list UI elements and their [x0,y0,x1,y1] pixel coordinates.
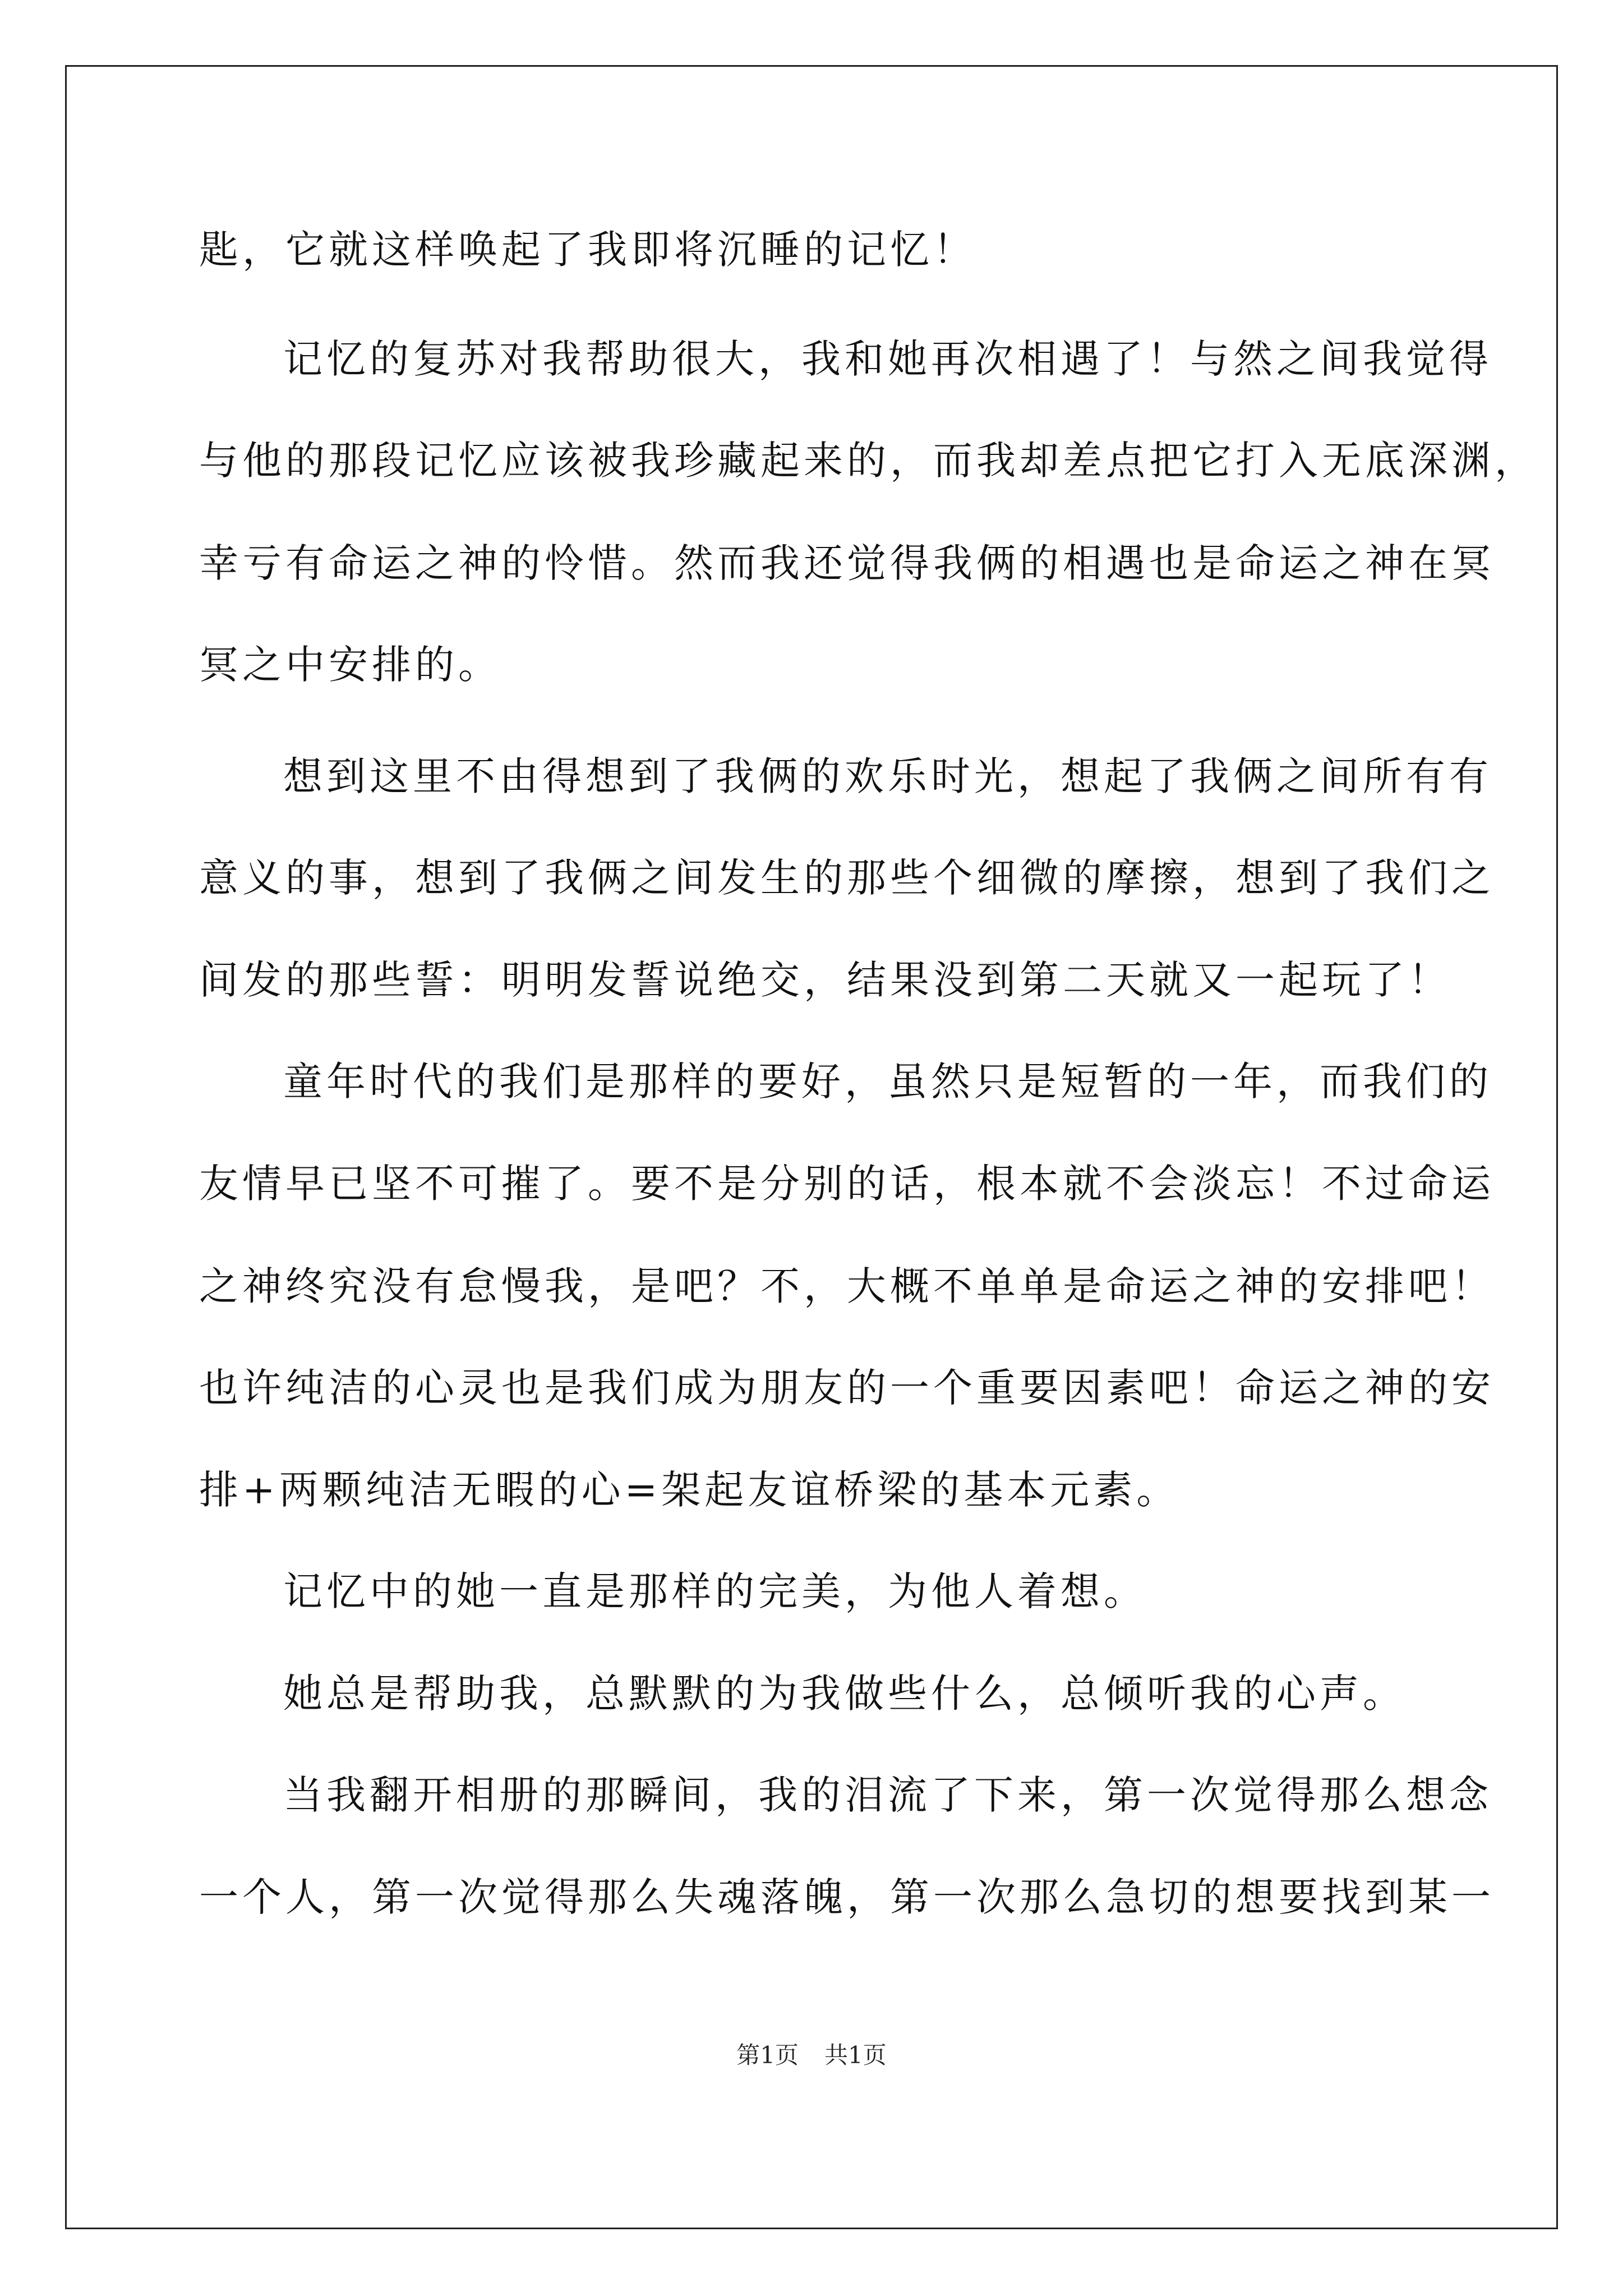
text-line: 间发的那些誓：明明发誓说绝交，结果没到第二天就又一起玩了！ [199,957,1451,1003]
text-line: 她总是帮助我，总默默的为我做些什么，总倾听我的心声。 [283,1671,1406,1717]
text-line: 意义的事，想到了我俩之间发生的那些个细微的摩擦，想到了我们之 [199,855,1495,901]
text-line: 匙，它就这样唤起了我即将沉睡的记忆！ [199,227,976,273]
page-footer [0,2041,1623,2069]
text-line: 想到这里不由得想到了我俩的欢乐时光，想起了我俩之间所有有 [283,753,1492,799]
page-number-total: 共1页 [824,2041,887,2069]
text-line: 童年时代的我们是那样的要好，虽然只是短暂的一年，而我们的 [283,1059,1492,1105]
text-line: 记忆中的她一直是那样的完美，为他人着想。 [283,1568,1147,1614]
text-line: 排+两颗纯洁无暇的心=架起友谊桥梁的基本元素。 [199,1467,1180,1513]
text-line: 与他的那段记忆应该被我珍藏起来的，而我却差点把它打入无底深渊， [199,438,1538,484]
text-line: 幸亏有命运之神的怜惜。然而我还觉得我俩的相遇也是命运之神在冥 [199,540,1495,586]
page-number-current: 第1页 [736,2041,799,2069]
text-line: 当我翻开相册的那瞬间，我的泪流了下来，第一次觉得那么想念 [283,1772,1492,1818]
text-line: 记忆的复苏对我帮助很大，我和她再次相遇了！与然之间我觉得 [283,336,1492,382]
text-line: 也许纯洁的心灵也是我们成为朋友的一个重要因素吧！命运之神的安 [199,1365,1495,1411]
text-line: 之神终究没有怠慢我，是吧？不，大概不单单是命运之神的安排吧！ [199,1263,1495,1309]
text-line: 友情早已坚不可摧了。要不是分别的话，根本就不会淡忘！不过命运 [199,1161,1495,1207]
text-line: 一个人，第一次觉得那么失魂落魄，第一次那么急切的想要找到某一 [199,1874,1495,1920]
text-line: 冥之中安排的。 [199,642,501,688]
